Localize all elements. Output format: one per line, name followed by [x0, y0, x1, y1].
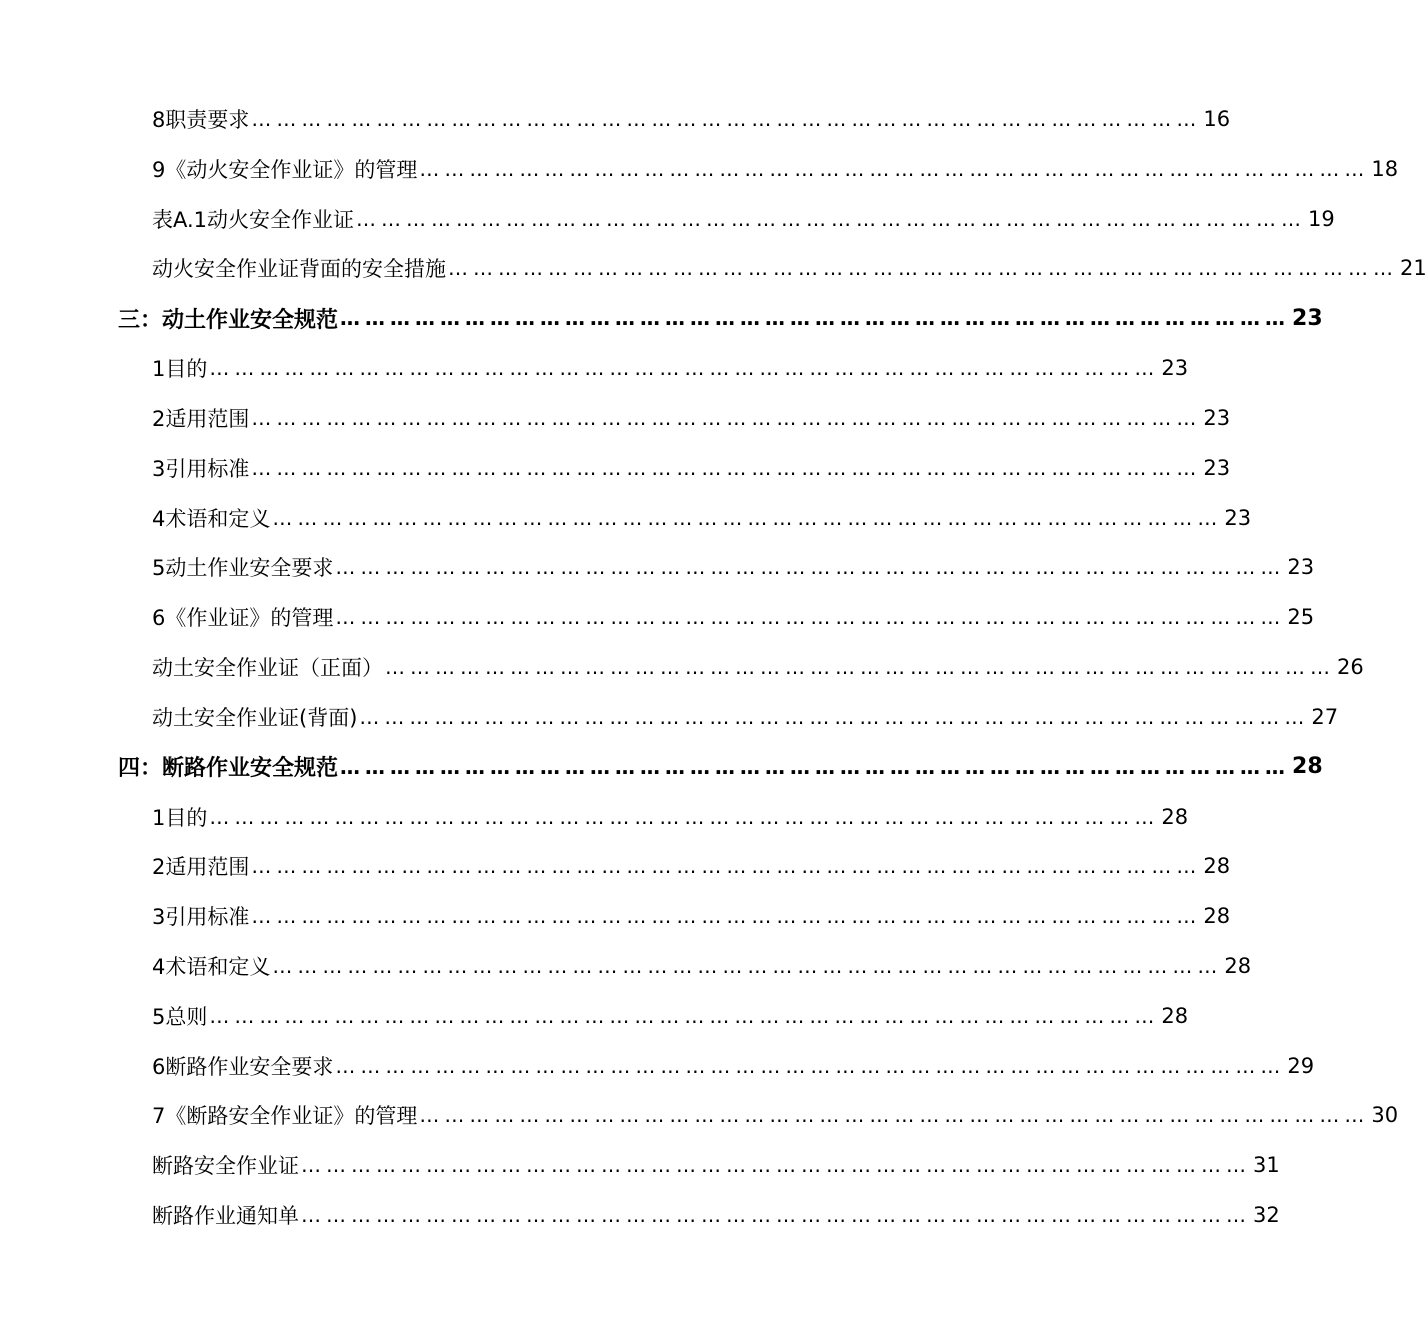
- toc-entry-page: 23: [1224, 505, 1252, 530]
- toc-leader-dots: ……………………………………………………………………………………………………: [335, 1053, 1286, 1078]
- toc-entry[interactable]: [0, 243, 1427, 293]
- toc-leader-dots: ……………………………………………………………………………………………………: [385, 655, 1335, 680]
- toc-leader-dots: ……………………………………………………………………………………………………: [335, 605, 1286, 630]
- toc-entry-page: 28: [1161, 804, 1189, 829]
- toc-entry-title: 6断路作业安全要求: [152, 1054, 334, 1079]
- toc-entry-page: 29: [1287, 1053, 1315, 1078]
- toc-entry[interactable]: [0, 941, 1252, 991]
- toc-entry-title: 4术语和定义: [152, 506, 271, 531]
- toc-entry-page: 18: [1371, 156, 1399, 181]
- toc-entry-page: 19: [1308, 206, 1335, 231]
- toc-leader-dots: ……………………………………………………………………………………………………: [272, 953, 1223, 978]
- toc-section-title: 三：动土作业安全规范: [118, 307, 339, 333]
- toc-entry-title: 5动土作业安全要求: [152, 556, 334, 581]
- toc-entry-title: 动土安全作业证（正面）: [152, 656, 383, 681]
- toc-leader-dots: ……………………………………………………………………………………………………: [251, 904, 1202, 929]
- toc-section-title: 四：断路作业安全规范: [118, 756, 339, 782]
- toc-entry-page: 27: [1311, 704, 1339, 729]
- toc-leader-dots: ……………………………………………………………………………………………………: [340, 754, 1291, 779]
- toc-leader-dots: ……………………………………………………………………………………………………: [301, 1153, 1251, 1178]
- toc-section-page: 23: [1292, 305, 1323, 331]
- toc-leader-dots: ……………………………………………………………………………………………………: [335, 555, 1286, 580]
- toc-entry-title: 动土安全作业证(背面): [152, 705, 358, 730]
- toc-entry-title: 5总则: [152, 1004, 208, 1029]
- toc-entry-page: 30: [1371, 1103, 1399, 1128]
- toc-entry-title: 9《动火安全作业证》的管理: [152, 157, 418, 182]
- toc-entry-page: 28: [1203, 854, 1231, 879]
- toc-entry[interactable]: [0, 991, 1189, 1041]
- toc-entry[interactable]: [0, 642, 1364, 692]
- toc-entry-page: 25: [1287, 605, 1315, 630]
- toc-entry-title: 断路作业通知单: [152, 1204, 299, 1229]
- toc-entry-title: 8职责要求: [152, 107, 250, 132]
- toc-leader-dots: ……………………………………………………………………………………………………: [251, 854, 1202, 879]
- toc-section-entry[interactable]: [0, 293, 1323, 343]
- toc-entry-page: 16: [1203, 106, 1231, 131]
- toc-leader-dots: ……………………………………………………………………………………………………: [356, 206, 1307, 231]
- toc-entry-page: 23: [1203, 455, 1231, 480]
- toc-leader-dots: ……………………………………………………………………………………………………: [301, 1203, 1251, 1228]
- toc-leader-dots: ……………………………………………………………………………………………………: [272, 505, 1223, 530]
- toc-entry-title: 2适用范围: [152, 855, 250, 880]
- toc-entry[interactable]: [0, 493, 1252, 543]
- toc-entry-title: 6《作业证》的管理: [152, 606, 334, 631]
- toc-entry-title: 表A.1动火安全作业证: [152, 207, 355, 232]
- toc-leader-dots: ……………………………………………………………………………………………………: [209, 804, 1160, 829]
- toc-entry-page: 26: [1337, 655, 1364, 680]
- toc-leader-dots: ……………………………………………………………………………………………………: [359, 704, 1310, 729]
- toc-entry-title: 3引用标准: [152, 905, 250, 930]
- toc-entry-page: 28: [1203, 904, 1231, 929]
- toc-entry-page: 23: [1203, 405, 1231, 430]
- toc-entry-title: 2适用范围: [152, 406, 250, 431]
- toc-entry-title: 1目的: [152, 805, 208, 830]
- toc-entry-title: 4术语和定义: [152, 954, 271, 979]
- toc-leader-dots: ……………………………………………………………………………………………………: [251, 405, 1202, 430]
- toc-entry-title: 7《断路安全作业证》的管理: [152, 1104, 418, 1129]
- toc-entry[interactable]: [0, 792, 1189, 842]
- toc-entry-title: 1目的: [152, 357, 208, 382]
- toc-entry[interactable]: [0, 891, 1231, 941]
- toc-entry-title: 动火安全作业证背面的安全措施: [152, 257, 446, 282]
- toc-leader-dots: ……………………………………………………………………………………………………: [419, 156, 1370, 181]
- toc-entry-page: 23: [1161, 356, 1189, 381]
- toc-entry-title: 3引用标准: [152, 456, 250, 481]
- toc-entry[interactable]: [0, 841, 1231, 891]
- toc-leader-dots: ……………………………………………………………………………………………………: [448, 256, 1398, 281]
- toc-entry[interactable]: [0, 592, 1315, 642]
- toc-leader-dots: ……………………………………………………………………………………………………: [251, 455, 1202, 480]
- toc-section-page: 28: [1292, 754, 1323, 780]
- toc-entry-page: 28: [1224, 953, 1252, 978]
- toc-entry-page: 32: [1253, 1203, 1280, 1228]
- toc-leader-dots: ……………………………………………………………………………………………………: [209, 356, 1160, 381]
- toc-section-entry[interactable]: [0, 742, 1323, 792]
- toc-entry[interactable]: [0, 194, 1335, 244]
- toc-entry[interactable]: [0, 144, 1399, 194]
- toc-entry-page: 31: [1253, 1153, 1280, 1178]
- toc-entry[interactable]: [0, 1041, 1315, 1091]
- toc-entry[interactable]: [0, 393, 1231, 443]
- toc-leader-dots: ……………………………………………………………………………………………………: [209, 1003, 1160, 1028]
- toc-entry[interactable]: [0, 692, 1339, 742]
- toc-entry-title: 断路安全作业证: [152, 1154, 299, 1179]
- toc-entry[interactable]: [0, 1091, 1399, 1141]
- toc-entry-page: 21: [1400, 256, 1427, 281]
- toc-leader-dots: ……………………………………………………………………………………………………: [419, 1103, 1370, 1128]
- toc-entry[interactable]: [0, 1140, 1280, 1190]
- toc-leader-dots: ……………………………………………………………………………………………………: [340, 306, 1291, 331]
- toc-entry[interactable]: [0, 94, 1231, 144]
- toc-leader-dots: ……………………………………………………………………………………………………: [251, 106, 1202, 131]
- toc-entry[interactable]: [0, 1190, 1280, 1240]
- toc-entry[interactable]: [0, 343, 1189, 393]
- toc-entry[interactable]: [0, 542, 1315, 592]
- toc-entry-page: 28: [1161, 1003, 1189, 1028]
- toc-entry-page: 23: [1287, 555, 1315, 580]
- table-of-contents: [0, 94, 1427, 1240]
- toc-entry[interactable]: [0, 443, 1231, 493]
